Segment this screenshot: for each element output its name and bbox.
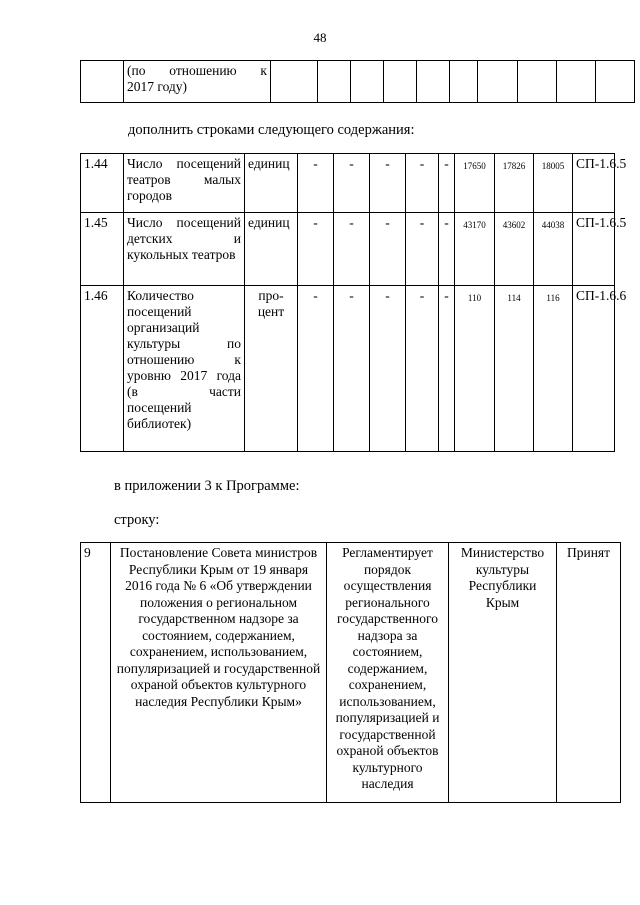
value-cell: 116: [534, 286, 573, 452]
value-cell: 44038: [534, 213, 573, 286]
cell-empty: [450, 61, 478, 103]
table-row: [81, 286, 615, 452]
cell-empty: [417, 61, 450, 103]
indicator-name: Количество посещений организаций культуры по отношению к уровню 2017 года (в части посещений библиотек): [124, 286, 245, 452]
table-row: [81, 213, 615, 286]
indicator-text-line: (по отношению к: [127, 63, 267, 78]
indicator-table: [80, 153, 627, 452]
unit-cell: про-цент: [245, 286, 298, 452]
document-title: Постановление Совета министров Республики Крым от 19 января 2016 года № 6 «Об утверждении положения о региональном государственном надзоре за состоянием, содержанием, сохранением, использованием, популяризацией и государственной охраной объектов культурного наследия Республики Крым»: [111, 543, 327, 803]
cell-empty: [271, 61, 318, 103]
value-cell: 18005: [534, 154, 573, 213]
cell-empty: [384, 61, 417, 103]
code-cell: СП-1.6.5: [573, 154, 615, 213]
row-number: 1.46: [81, 286, 124, 452]
document-purpose: Регламентирует порядок осуществления регионального государственного надзора за состоянием, содержанием, сохранением, использованием, популяризацией и государственной охраной объектов культурного наследия: [327, 543, 449, 803]
dash-cell: -: [298, 154, 334, 213]
code-cell: СП-1.6.5: [573, 213, 615, 286]
dash-cell: -: [298, 286, 334, 452]
dash-cell: -: [334, 154, 370, 213]
paragraph-row: строку:: [114, 512, 160, 528]
dash-cell: -: [406, 286, 439, 452]
cell-empty: [318, 61, 351, 103]
row-number: 1.44: [81, 154, 124, 213]
cell-empty: [81, 61, 124, 103]
table-row: [81, 543, 621, 803]
indicator-text-line: 2017 году): [127, 79, 188, 94]
dash-cell: -: [439, 154, 455, 213]
row-number: 9: [81, 543, 111, 803]
dash-cell: -: [439, 286, 455, 452]
document-executor: Министерство культуры Республики Крым: [449, 543, 557, 803]
table-row: [81, 154, 615, 213]
row-number: 1.45: [81, 213, 124, 286]
cell-empty: [518, 61, 557, 103]
paragraph-appendix: в приложении 3 к Программе:: [114, 478, 300, 494]
indicator-name: Число посещений театров малых городов: [124, 154, 245, 213]
dash-cell: -: [370, 286, 406, 452]
cell-empty: [557, 61, 596, 103]
cell-empty: [351, 61, 384, 103]
dash-cell: -: [439, 213, 455, 286]
document-status: Принят: [557, 543, 621, 803]
code-cell: СП-1.6.6: [573, 286, 615, 452]
unit-cell: единиц: [245, 213, 298, 286]
paragraph-add-rows: дополнить строками следующего содержания:: [128, 122, 415, 138]
value-cell: 114: [495, 286, 534, 452]
dash-cell: -: [334, 286, 370, 452]
value-cell: 43170: [455, 213, 495, 286]
dash-cell: -: [298, 213, 334, 286]
value-cell: 43602: [495, 213, 534, 286]
dash-cell: -: [334, 213, 370, 286]
dash-cell: -: [406, 154, 439, 213]
value-cell: 17826: [495, 154, 534, 213]
unit-cell: единиц: [245, 154, 298, 213]
value-cell: 17650: [455, 154, 495, 213]
dash-cell: -: [370, 154, 406, 213]
dash-cell: -: [370, 213, 406, 286]
top-table-fragment: [80, 60, 635, 103]
value-cell: 110: [455, 286, 495, 452]
cell-empty: [478, 61, 518, 103]
indicator-name-cell: [124, 61, 271, 103]
indicator-name: Число посещений детских и кукольных театров: [124, 213, 245, 286]
cell-empty: [596, 61, 635, 103]
documents-table: [80, 542, 621, 803]
page-number: 48: [313, 30, 327, 45]
dash-cell: -: [406, 213, 439, 286]
